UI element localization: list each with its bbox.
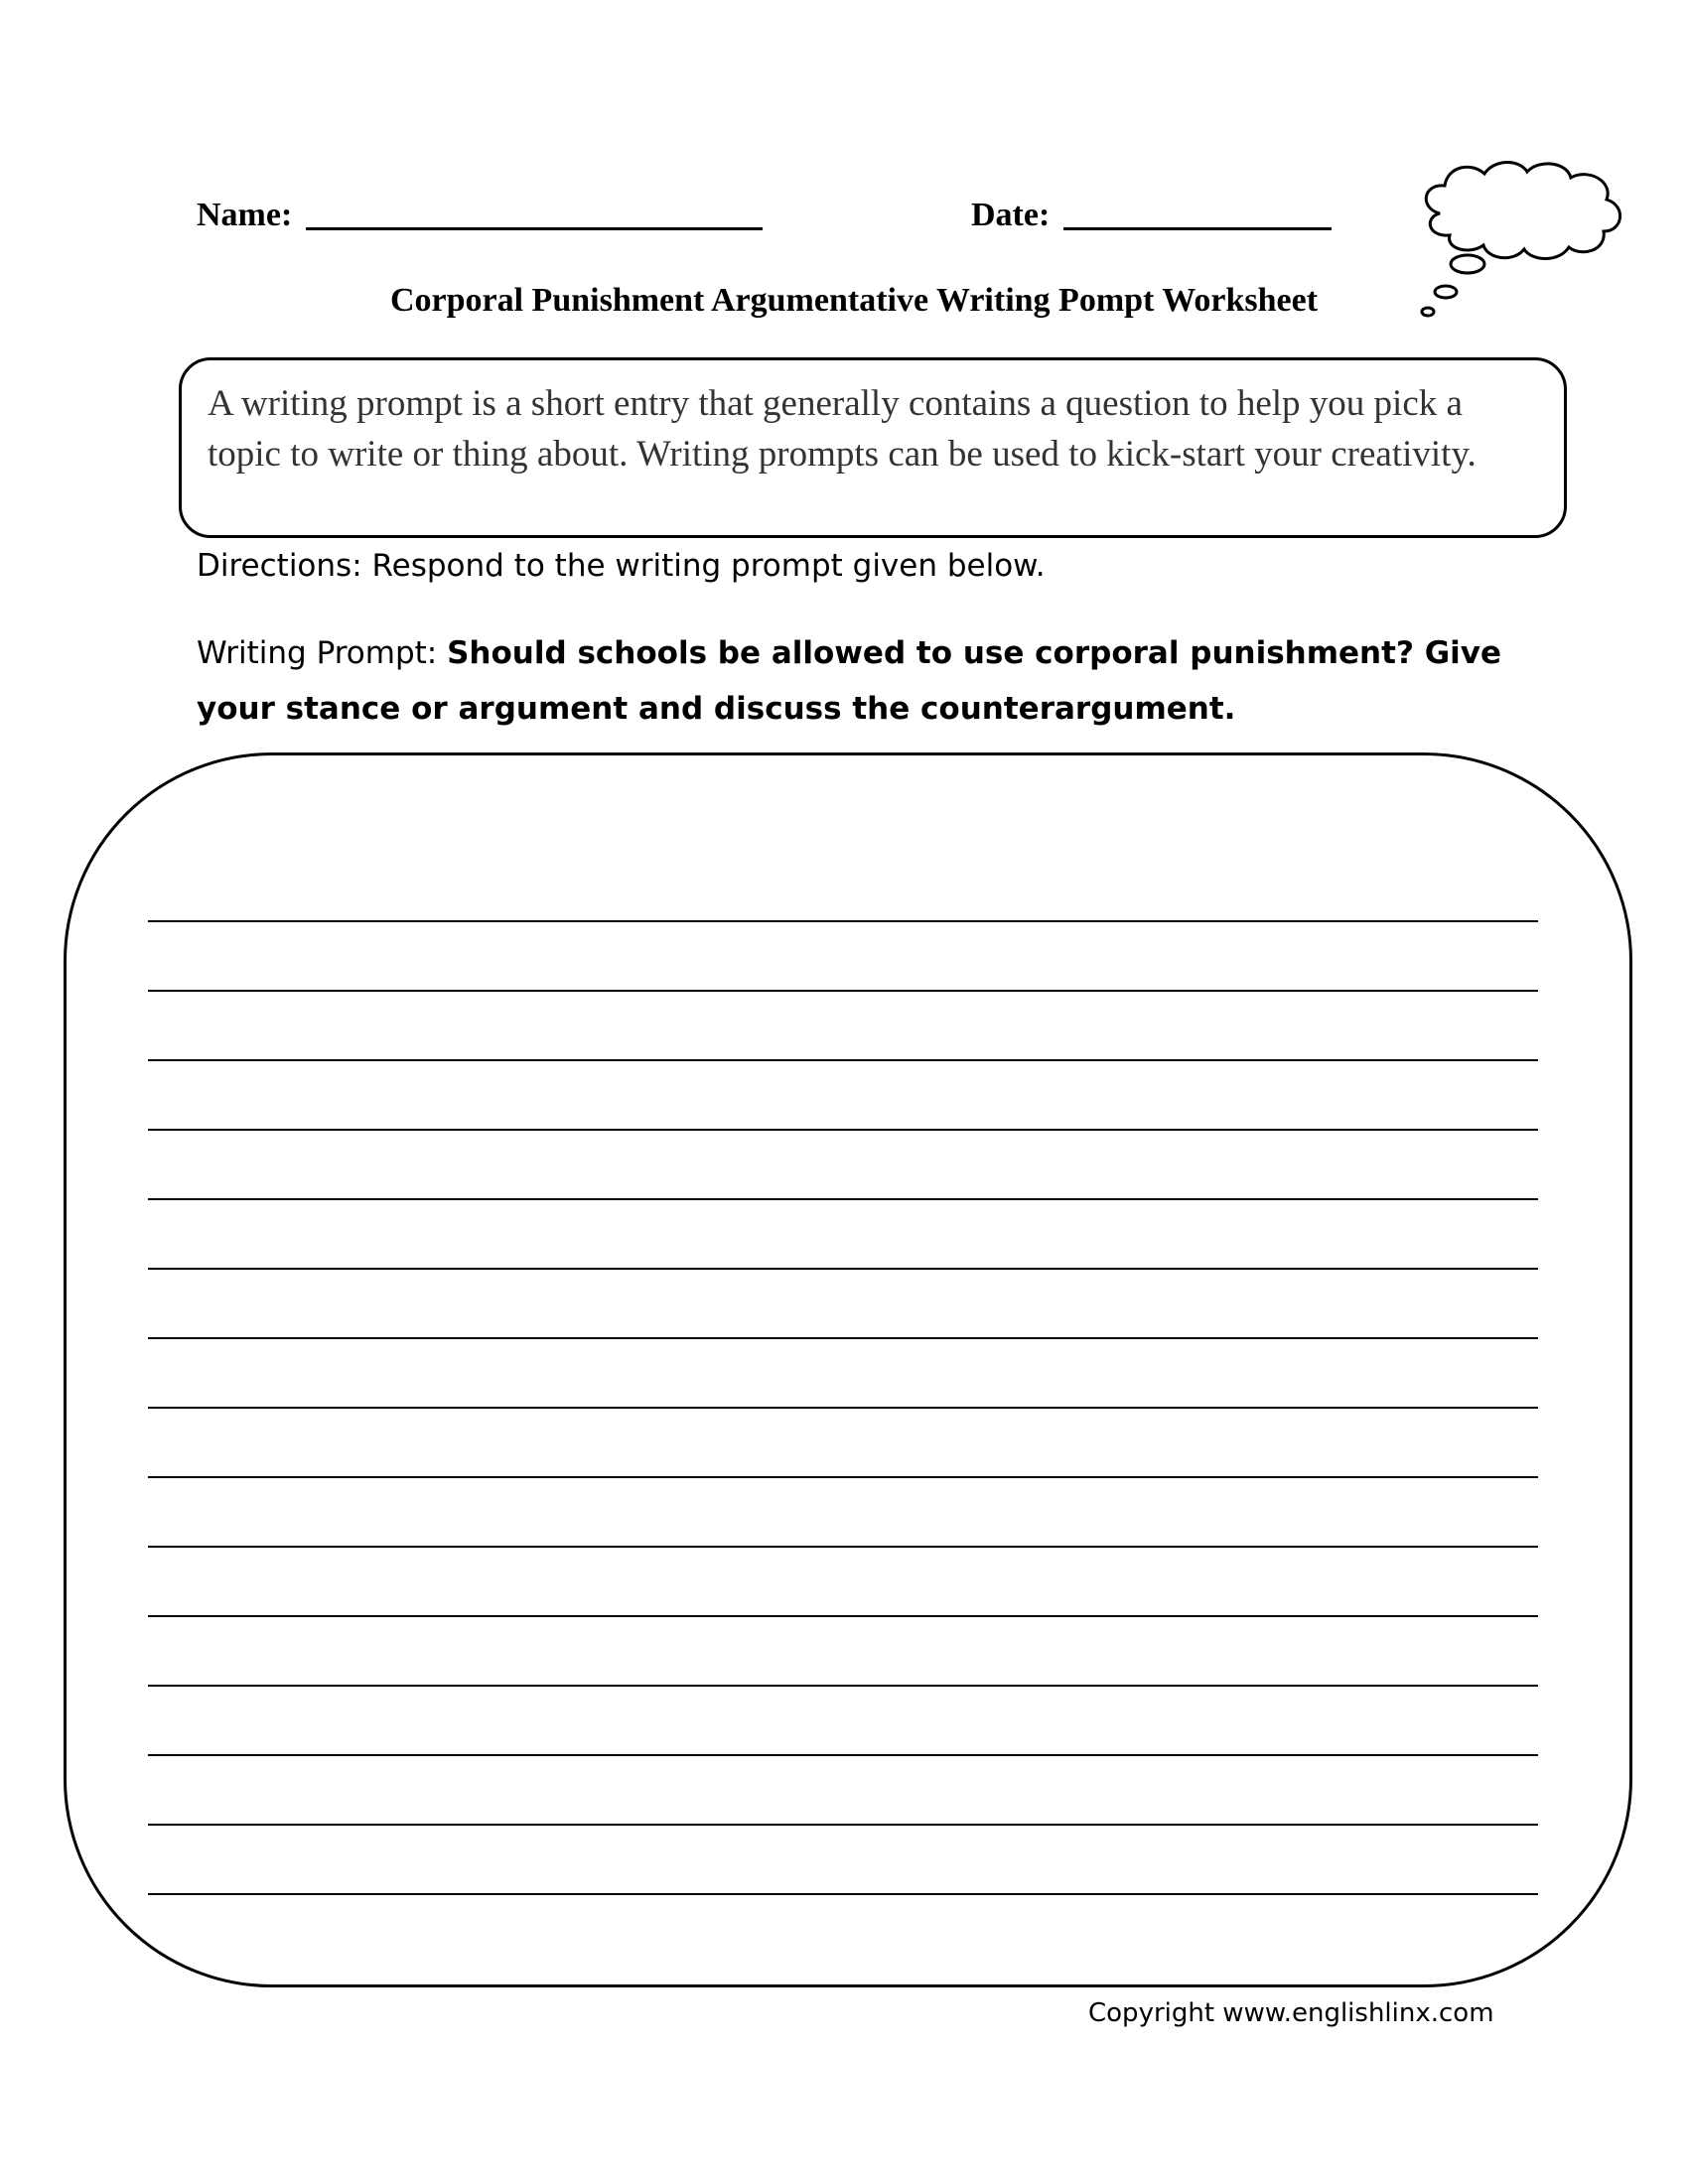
name-label: Name: — [197, 197, 293, 233]
writing-line[interactable] — [148, 1754, 1538, 1756]
writing-line[interactable] — [148, 1476, 1538, 1478]
writing-line[interactable] — [148, 1337, 1538, 1339]
writing-line[interactable] — [148, 1198, 1538, 1200]
writing-line[interactable] — [148, 1407, 1538, 1409]
writing-line[interactable] — [148, 1546, 1538, 1548]
name-blank-line[interactable] — [306, 194, 763, 230]
date-blank-line[interactable] — [1063, 194, 1332, 230]
copyright-text: Copyright www.englishlinx.com — [1088, 1998, 1494, 2028]
name-field — [197, 194, 763, 234]
date-label: Date: — [971, 197, 1051, 233]
writing-line[interactable] — [148, 1615, 1538, 1617]
header-row — [197, 194, 1368, 243]
writing-line[interactable] — [148, 920, 1538, 922]
writing-line[interactable] — [148, 1685, 1538, 1687]
writing-area[interactable] — [64, 752, 1632, 1987]
writing-line[interactable] — [148, 1824, 1538, 1826]
directions-text: Directions: Respond to the writing prompt given below. — [197, 548, 1046, 584]
writing-prompt — [197, 625, 1517, 737]
writing-line[interactable] — [148, 1129, 1538, 1131]
writing-line[interactable] — [148, 1893, 1538, 1895]
prompt-label: Writing Prompt: — [197, 635, 448, 671]
intro-text: A writing prompt is a short entry that generally contains a question to help you pick a topic to write or thing about. Writing prompts can be used to kick-start your creativity. — [208, 383, 1477, 475]
intro-box — [179, 357, 1567, 538]
writing-line[interactable] — [148, 1268, 1538, 1270]
date-field — [971, 194, 1332, 234]
writing-line[interactable] — [148, 1059, 1538, 1061]
worksheet-title: Corporal Punishment Argumentative Writing Pompt Worksheet — [389, 282, 1319, 319]
prompt-question: Should schools be allowed to use corporal punishment? Give your stance or argument and discuss the counterargument. — [197, 635, 1502, 727]
writing-line[interactable] — [148, 990, 1538, 992]
